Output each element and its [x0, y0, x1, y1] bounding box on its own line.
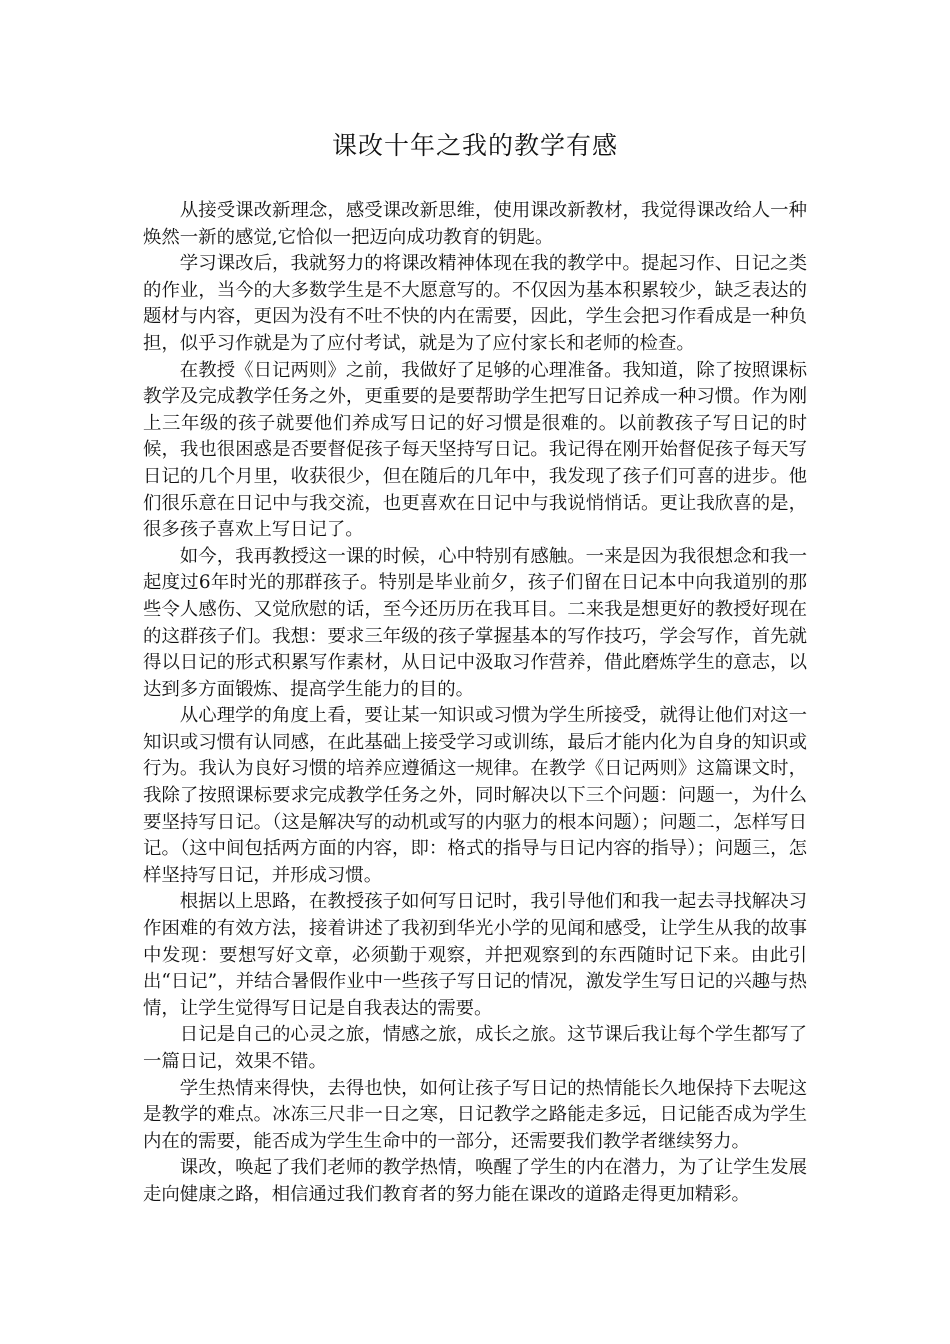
paragraph: 如今，我再教授这一课的时候，心中特别有感触。一来是因为我很想念和我一起度过6年时光的那群孩子。特别是毕业前夕，孩子们留在日记本中向我道别的那些令人感伤、又觉欣慰的话，至今还历历在我耳目。二来我是想更好的教授好现在的这群孩子们。我想：要求三年级的孩子掌握基本的写作技巧，学会写作，首先就得以日记的形式积累写作素材，从日记中汲取习作营养，借此磨炼学生的意志，以达到多方面锻炼、提高学生能力的目的。 — [143, 545, 807, 700]
document-title: 课改十年之我的教学有感 — [331, 131, 618, 160]
paragraph: 日记是自己的心灵之旅，情感之旅，成长之旅。这节课后我让每个学生都写了一篇日记，效果不错。 — [143, 1024, 807, 1072]
paragraph: 课改，唤起了我们老师的教学热情，唤醒了学生的内在潜力，为了让学生发展走向健康之路，相信通过我们教育者的努力能在课改的道路走得更加精彩。 — [143, 1157, 807, 1205]
paragraph: 根据以上思路，在教授孩子如何写日记时，我引导他们和我一起去寻找解决习作困难的有效方法，接着讲述了我初到华光小学的见闻和感受，让学生从我的故事中发现：要想写好文章，必须勤于观察，并把观察到的东西随时记下来。由此引出“日记”，并结合暑假作业中一些孩子写日记的情况，激发学生写日记的兴趣与热情，让学生觉得写日记是自我表达的需要。 — [143, 891, 807, 1019]
paragraph: 学生热情来得快，去得也快，如何让孩子写日记的热情能长久地保持下去呢这是教学的难点。冰冻三尺非一日之寒，日记教学之路能走多远，日记能否成为学生内在的需要，能否成为学生生命中的一部分，还需要我们教学者继续努力。 — [143, 1077, 807, 1152]
document-body — [143, 198, 807, 1209]
paragraph: 在教授《日记两则》之前，我做好了足够的心理准备。我知道，除了按照课标教学及完成教学任务之外，更重要的是要帮助学生把写日记养成一种习惯。作为刚上三年级的孩子就要他们养成写日记的好习惯是很难的。以前教孩子写日记的时候，我也很困惑是否要督促孩子每天坚持写日记。我记得在刚开始督促孩子每天写日记的几个月里，收获很少，但在随后的几年中，我发现了孩子们可喜的进步。他们很乐意在日记中与我交流，也更喜欢在日记中与我说悄悄话。更让我欣喜的是，很多孩子喜欢上写日记了。 — [143, 359, 807, 541]
paragraph: 从接受课改新理念，感受课改新思维，使用课改新教材，我觉得课改给人一种焕然一新的感觉,它恰似一把迈向成功教育的钥匙。 — [143, 200, 807, 248]
paragraph: 从心理学的角度上看，要让某一知识或习惯为学生所接受，就得让他们对这一知识或习惯有认同感，在此基础上接受学习或训练，最后才能内化为自身的知识或行为。我认为良好习惯的培养应遵循这一规律。在教学《日记两则》这篇课文时，我除了按照课标要求完成教学任务之外，同时解决以下三个问题：问题一，为什么要坚持写日记。（这是解决写的动机或写的内驱力的根本问题）；问题二，怎样写日记。（这中间包括两方面的内容，即：格式的指导与日记内容的指导）；问题三，怎样坚持写日记，并形成习惯。 — [143, 705, 807, 886]
document-page — [143, 128, 807, 1209]
paragraph: 学习课改后，我就努力的将课改精神体现在我的教学中。提起习作、日记之类的作业，当今的大多数学生是不大愿意写的。不仅因为基本积累较少，缺乏表达的题材与内容，更因为没有不吐不快的内在需要，因此，学生会把习作看成是一种负担，似乎习作就是为了应付考试，就是为了应付家长和老师的检查。 — [143, 253, 807, 354]
